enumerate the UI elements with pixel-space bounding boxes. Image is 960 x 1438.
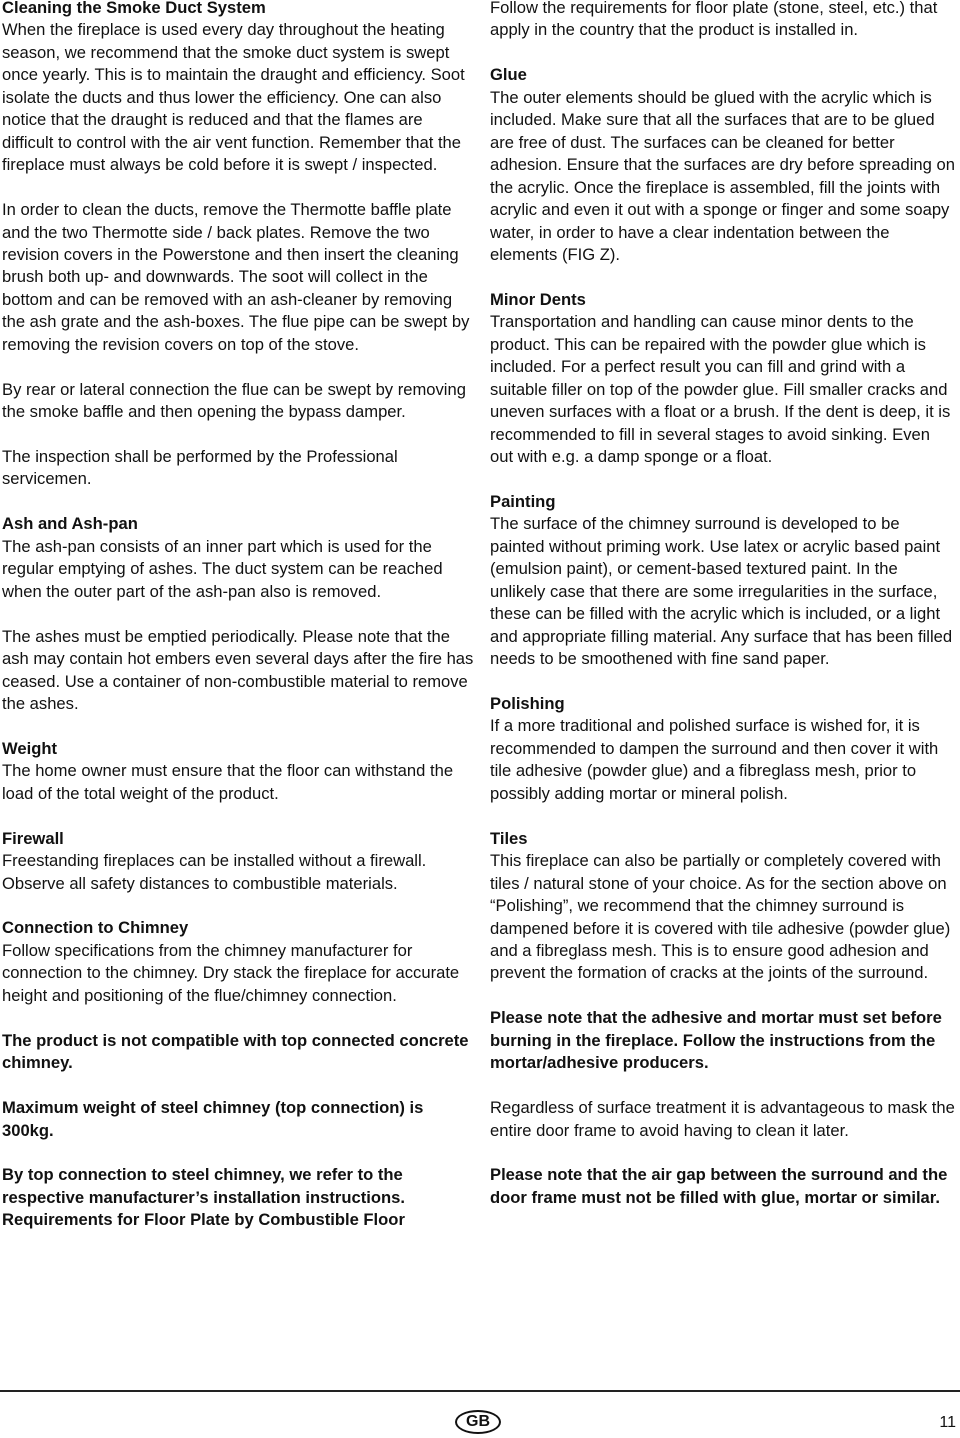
section-ashes	[2, 626, 474, 716]
section-painting	[490, 491, 956, 671]
text-clean-ducts: In order to clean the ducts, remove the Thermotte baffle plate and the two Thermotte side / back plates. Remove the two revision covers in the Powerstone and then insert the cleaning brush both up- and downwards. The soot will collect in the bottom and can be removed with an ash-cleaner by removing the ash grate and the ash-boxes. The flue pipe can be swept by removing the revision covers on top of the stove.	[2, 200, 470, 354]
section-tiles	[490, 828, 956, 985]
text-floor-plate: Follow the requirements for floor plate (stone, steel, etc.) that apply in the country that the product is installed in.	[490, 0, 938, 40]
text-connection-to-chimney: Follow specifications from the chimney manufacturer for connection to the chimney. Dry stack the fireplace for accurate height and positioning of the flue/chimney connection.	[2, 940, 460, 1005]
note-adhesive-mortar: Please note that the adhesive and mortar must set before burning in the fireplace. Follow the instructions from the mortar/adhesive producers.	[490, 1008, 942, 1073]
heading-weight: Weight	[2, 738, 57, 758]
text-mask-door-frame: Regardless of surface treatment it is advantageous to mask the entire door frame to avoid having to clean it later.	[490, 1098, 955, 1140]
section-firewall	[2, 828, 474, 895]
section-mask-door	[490, 1097, 956, 1142]
heading-firewall: Firewall	[2, 828, 64, 848]
section-clean-ducts	[2, 199, 474, 356]
text-weight: The home owner must ensure that the floor can withstand the load of the total weight of the product.	[2, 761, 454, 803]
heading-ash-pan: Ash and Ash-pan	[2, 514, 138, 534]
heading-cleaning-smoke-duct: Cleaning the Smoke Duct System	[2, 0, 266, 17]
note-top-connection: By top connection to steel chimney, we refer to the respective manufacturer’s installation instructions.	[2, 1165, 405, 1207]
text-minor-dents: Transportation and handling can cause minor dents to the product. This can be repaired with the powder glue which is included. For a perfect result you can fill and grind with a suitable filler on top of the powder glue. Fill smaller cracks and uneven surfaces with a float or a brush. If the dent is deep, it is recommended to fill in several stages to avoid sinking. Even out with e.g. a damp sponge or a float.	[490, 312, 951, 467]
text-rear-connection: By rear or lateral connection the flue can be swept by removing the smoke baffle and then opening the bypass damper.	[2, 379, 466, 422]
section-cleaning-smoke-duct	[2, 0, 474, 177]
section-ash-pan	[2, 513, 474, 603]
text-tiles: This fireplace can also be partially or completely covered with tiles / natural stone of your choice. As for the section above on “Polishing”, we recommend that the chimney surround is dampened before it is covered with tile adhesive (powder glue) and a fibreglass mesh. This is to ensure good adhesion and prevent the formation of cracks at the joints of the surround.	[490, 851, 951, 983]
heading-painting: Painting	[490, 491, 556, 511]
heading-polishing: Polishing	[490, 693, 565, 713]
section-polishing	[490, 693, 956, 805]
section-top-connection	[2, 1164, 474, 1231]
section-weight	[2, 738, 474, 805]
text-polishing: If a more traditional and polished surface is wished for, it is recommended to dampen the surround and then cover it with tile adhesive (powder glue) and a fibreglass mesh, prior to possibly adding mortar or mineral polish.	[490, 716, 939, 803]
language-badge: GB	[455, 1410, 501, 1434]
heading-glue: Glue	[490, 65, 527, 85]
text-inspection: The inspection shall be performed by the Professional servicemen.	[2, 447, 398, 489]
note-air-gap: Please note that the air gap between the surround and the door frame must not be filled with glue, mortar or similar.	[490, 1165, 948, 1207]
section-floor-plate	[490, 0, 956, 42]
section-minor-dents	[490, 289, 956, 469]
page-number: 11	[939, 1414, 956, 1431]
left-column	[2, 0, 474, 1232]
section-max-weight	[2, 1097, 474, 1142]
text-glue: The outer elements should be glued with the acrylic which is included. Make sure that all the surfaces that are to be glued are free of dust. The surfaces can be cleaned for better adhesion. Ensure that the surfaces are dry before spreading on the acrylic. Once the fireplace is assembled, fill the joints with acrylic and even it out with a sponge or finger and some soapy water, in order to have a clear indentation between the elements (FIG Z).	[490, 87, 955, 264]
note-not-compatible: The product is not compatible with top connected concrete chimney.	[2, 1030, 469, 1073]
footer-divider	[0, 1390, 960, 1392]
heading-tiles: Tiles	[490, 828, 528, 848]
text-ashes: The ashes must be emptied periodically. Please note that the ash may contain hot embers even several days after the fire has ceased. Use a container of non-combustible material to remove the ashes.	[2, 626, 474, 713]
section-inspection	[2, 446, 474, 491]
text-ash-pan: The ash-pan consists of an inner part which is used for the regular emptying of ashes. The duct system can be reached when the outer part of the ash-pan also is removed.	[2, 536, 443, 601]
note-max-weight: Maximum weight of steel chimney (top connection) is 300kg.	[2, 1098, 424, 1140]
section-glue	[490, 64, 956, 266]
section-not-compatible	[2, 1030, 474, 1075]
heading-connection-to-chimney: Connection to Chimney	[2, 918, 189, 938]
heading-minor-dents: Minor Dents	[490, 289, 586, 309]
text-cleaning-smoke-duct: When the fireplace is used every day throughout the heating season, we recommend that the smoke duct system is swept once yearly. This is to maintain the draught and efficiency. Soot isolate the ducts and thus lower the efficiency. One can also notice that the draught is reduced and that the flames are difficult to control with the air vent function. Remember that the fireplace must always be cold before it is swept / inspected.	[2, 20, 465, 175]
heading-floor-plate: Requirements for Floor Plate by Combustible Floor	[2, 1210, 405, 1230]
section-rear-connection	[2, 379, 474, 424]
section-connection-to-chimney	[2, 917, 474, 1007]
text-painting: The surface of the chimney surround is developed to be painted without priming work. Use latex or acrylic based paint (emulsion paint), or cement-based textured paint. In the unlikely case that there are some irregularities in the surface, these can be filled with the acrylic which is included, or a light and appropriate filling material. Any surface that has been filled needs to be smoothened with fine sand paper.	[490, 514, 953, 669]
section-air-gap-note	[490, 1164, 956, 1209]
right-column	[490, 0, 956, 1209]
section-adhesive-note	[490, 1007, 956, 1074]
text-firewall: Freestanding fireplaces can be installed without a firewall. Observe all safety distances to combustible materials.	[2, 851, 427, 893]
